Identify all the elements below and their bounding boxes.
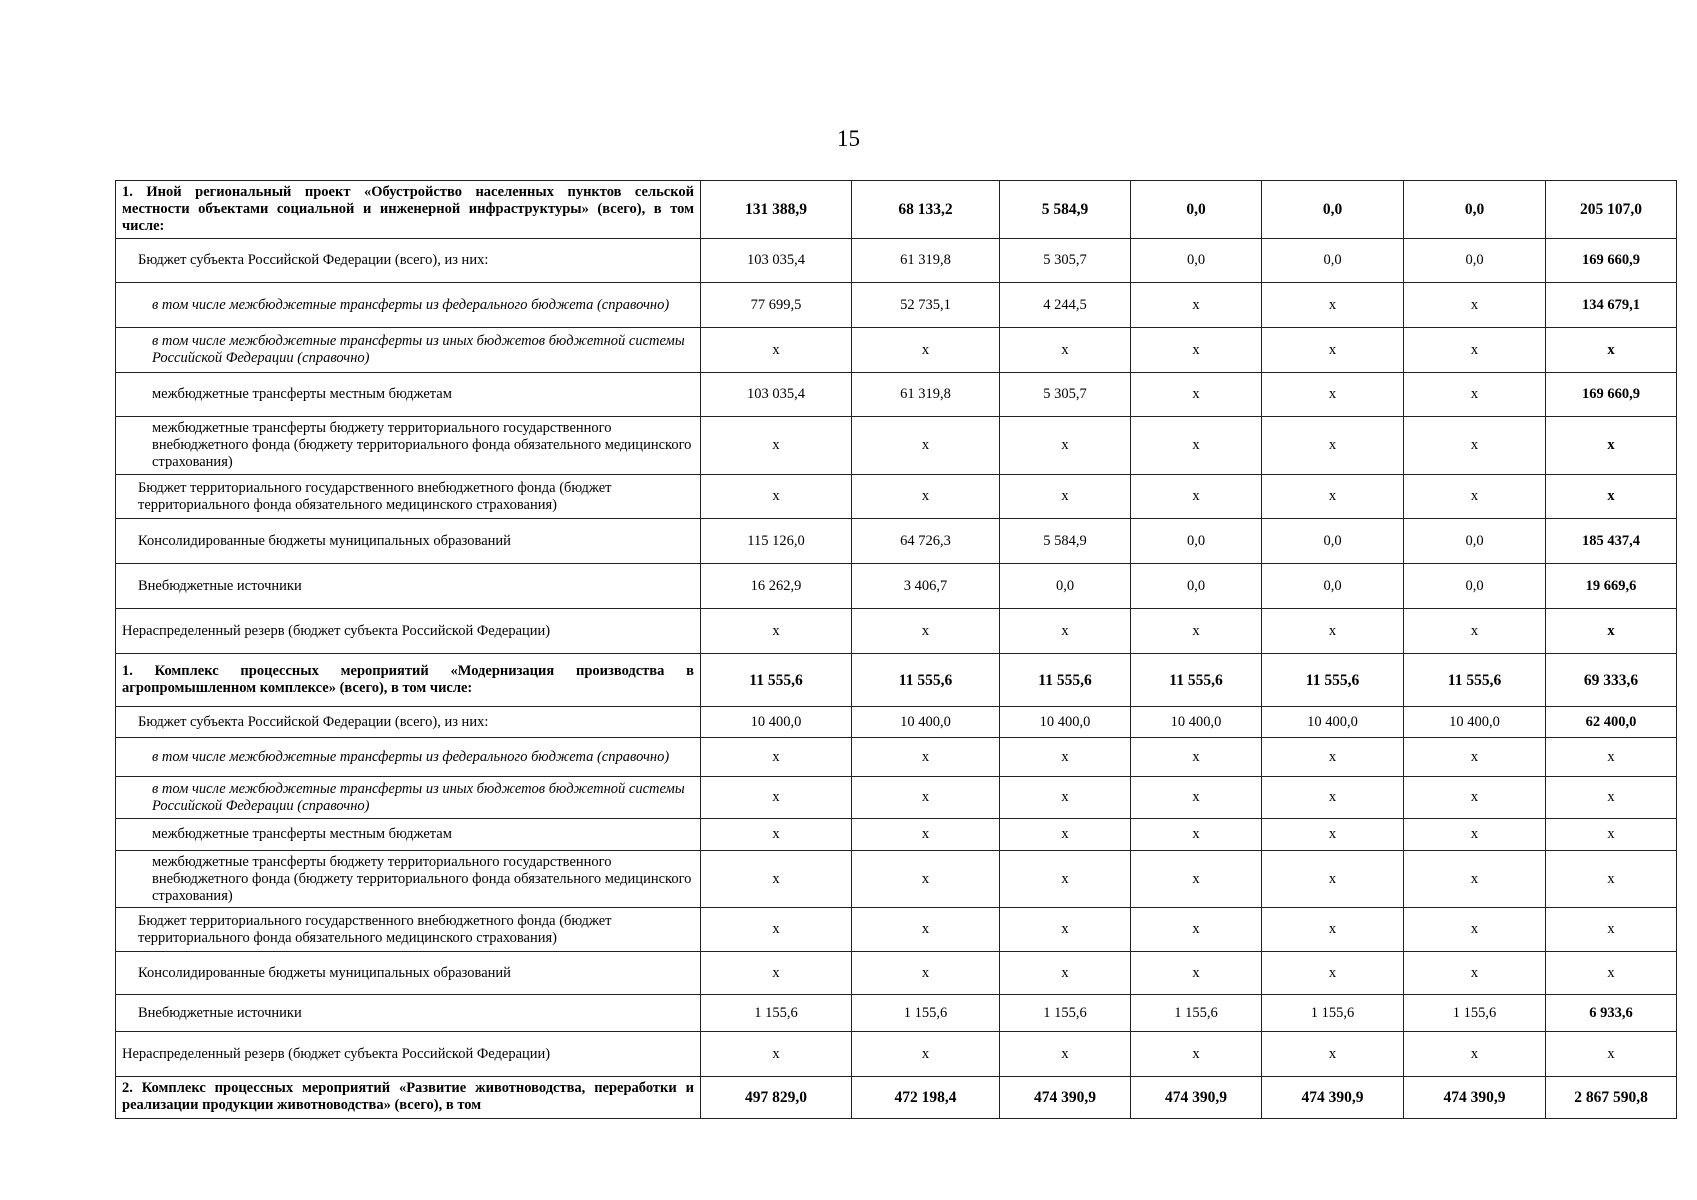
value-cell: x bbox=[701, 609, 852, 654]
value-cell: x bbox=[1404, 952, 1546, 995]
total-cell: 62 400,0 bbox=[1546, 707, 1677, 738]
value-cell: x bbox=[1404, 777, 1546, 819]
value-cell: x bbox=[852, 475, 1000, 519]
value-cell: x bbox=[1262, 738, 1404, 777]
value-cell: 0,0 bbox=[1131, 519, 1262, 564]
value-cell: x bbox=[852, 908, 1000, 952]
table-row bbox=[116, 851, 1677, 908]
value-cell: x bbox=[1404, 417, 1546, 475]
value-cell: 11 555,6 bbox=[701, 654, 852, 707]
total-cell: 169 660,9 bbox=[1546, 373, 1677, 417]
value-cell: 0,0 bbox=[1404, 181, 1546, 239]
table-row bbox=[116, 995, 1677, 1032]
total-cell: 6 933,6 bbox=[1546, 995, 1677, 1032]
value-cell: x bbox=[1262, 475, 1404, 519]
value-cell: 10 400,0 bbox=[1000, 707, 1131, 738]
value-cell: 0,0 bbox=[1404, 564, 1546, 609]
value-cell: x bbox=[1000, 328, 1131, 373]
value-cell: 11 555,6 bbox=[1000, 654, 1131, 707]
value-cell: x bbox=[1131, 283, 1262, 328]
row-label: 1. Иной региональный проект «Обустройство населенных пунктов сельской местности объектами социальной и инженерной инфраструктуры» (всего), в том числе: bbox=[116, 181, 701, 239]
row-label: 1. Комплекс процессных мероприятий «Модернизация производства в агропромышленном комплексе» (всего), в том числе: bbox=[116, 654, 701, 707]
value-cell: 16 262,9 bbox=[701, 564, 852, 609]
row-label: Консолидированные бюджеты муниципальных образований bbox=[116, 519, 701, 564]
value-cell: x bbox=[852, 738, 1000, 777]
value-cell: 1 155,6 bbox=[1262, 995, 1404, 1032]
value-cell: 5 584,9 bbox=[1000, 519, 1131, 564]
value-cell: x bbox=[1131, 1032, 1262, 1077]
value-cell: x bbox=[1000, 908, 1131, 952]
value-cell: x bbox=[1131, 609, 1262, 654]
total-cell: x bbox=[1546, 328, 1677, 373]
value-cell: x bbox=[1404, 373, 1546, 417]
value-cell: x bbox=[1404, 328, 1546, 373]
total-cell: x bbox=[1546, 908, 1677, 952]
value-cell: 11 555,6 bbox=[1262, 654, 1404, 707]
row-label: межбюджетные трансферты бюджету территориального государственного внебюджетного фонда (бюджету территориального фонда обязательного медицинского страхования) bbox=[116, 851, 701, 908]
value-cell: x bbox=[852, 609, 1000, 654]
value-cell: 1 155,6 bbox=[1404, 995, 1546, 1032]
value-cell: x bbox=[1404, 851, 1546, 908]
value-cell: x bbox=[1404, 609, 1546, 654]
value-cell: x bbox=[1262, 328, 1404, 373]
value-cell: x bbox=[1262, 373, 1404, 417]
page-number: 15 bbox=[837, 126, 860, 151]
total-cell: x bbox=[1546, 738, 1677, 777]
total-cell: x bbox=[1546, 777, 1677, 819]
table-row bbox=[116, 819, 1677, 851]
value-cell: x bbox=[701, 908, 852, 952]
value-cell: 61 319,8 bbox=[852, 239, 1000, 283]
row-label: в том числе межбюджетные трансферты из иных бюджетов бюджетной системы Российской Федерации (справочно) bbox=[116, 777, 701, 819]
total-cell: x bbox=[1546, 952, 1677, 995]
row-label: Бюджет субъекта Российской Федерации (всего), из них: bbox=[116, 707, 701, 738]
table-row bbox=[116, 519, 1677, 564]
table-row bbox=[116, 1032, 1677, 1077]
value-cell: 10 400,0 bbox=[1404, 707, 1546, 738]
row-label: в том числе межбюджетные трансферты из иных бюджетов бюджетной системы Российской Федерации (справочно) bbox=[116, 328, 701, 373]
row-label-text: 2. Комплекс процессных мероприятий «Развитие животноводства, переработки и реализации продукции животноводства» (всего), в том bbox=[122, 1080, 694, 1113]
row-label: Бюджет территориального государственного внебюджетного фонда (бюджет территориального фонда обязательного медицинского страхования) bbox=[116, 908, 701, 952]
value-cell: 0,0 bbox=[1262, 181, 1404, 239]
table-row bbox=[116, 1077, 1677, 1119]
row-label: межбюджетные трансферты местным бюджетам bbox=[116, 373, 701, 417]
value-cell: 68 133,2 bbox=[852, 181, 1000, 239]
value-cell: x bbox=[1000, 1032, 1131, 1077]
table-row bbox=[116, 417, 1677, 475]
value-cell: x bbox=[1000, 609, 1131, 654]
value-cell: 1 155,6 bbox=[852, 995, 1000, 1032]
table-row bbox=[116, 738, 1677, 777]
value-cell: 0,0 bbox=[1404, 519, 1546, 564]
value-cell: 0,0 bbox=[1404, 239, 1546, 283]
value-cell: 103 035,4 bbox=[701, 239, 852, 283]
total-cell: 185 437,4 bbox=[1546, 519, 1677, 564]
total-cell: x bbox=[1546, 1032, 1677, 1077]
value-cell: x bbox=[1262, 417, 1404, 475]
value-cell: x bbox=[701, 1032, 852, 1077]
value-cell: 0,0 bbox=[1262, 564, 1404, 609]
table-row bbox=[116, 475, 1677, 519]
value-cell: 103 035,4 bbox=[701, 373, 852, 417]
value-cell: 1 155,6 bbox=[1000, 995, 1131, 1032]
total-cell: 2 867 590,8 bbox=[1546, 1077, 1677, 1119]
row-label: межбюджетные трансферты бюджету территориального государственного внебюджетного фонда (бюджету территориального фонда обязательного медицинского страхования) bbox=[116, 417, 701, 475]
value-cell: 0,0 bbox=[1262, 239, 1404, 283]
value-cell: x bbox=[1131, 475, 1262, 519]
table-row bbox=[116, 908, 1677, 952]
value-cell: x bbox=[1000, 738, 1131, 777]
value-cell: 0,0 bbox=[1131, 564, 1262, 609]
value-cell: 3 406,7 bbox=[852, 564, 1000, 609]
table-row bbox=[116, 373, 1677, 417]
value-cell: 11 555,6 bbox=[1131, 654, 1262, 707]
row-label: Бюджет территориального государственного внебюджетного фонда (бюджет территориального фонда обязательного медицинского страхования) bbox=[116, 475, 701, 519]
total-cell: 69 333,6 bbox=[1546, 654, 1677, 707]
row-label bbox=[116, 1077, 701, 1119]
row-label: Нераспределенный резерв (бюджет субъекта Российской Федерации) bbox=[116, 609, 701, 654]
value-cell: x bbox=[1131, 952, 1262, 995]
value-cell: 131 388,9 bbox=[701, 181, 852, 239]
value-cell: x bbox=[1262, 819, 1404, 851]
value-cell: x bbox=[852, 777, 1000, 819]
value-cell: x bbox=[1131, 738, 1262, 777]
value-cell: x bbox=[1000, 417, 1131, 475]
value-cell: x bbox=[701, 819, 852, 851]
value-cell: x bbox=[1131, 328, 1262, 373]
value-cell: 0,0 bbox=[1000, 564, 1131, 609]
value-cell: x bbox=[701, 328, 852, 373]
value-cell: 10 400,0 bbox=[1262, 707, 1404, 738]
budget-table bbox=[115, 180, 1677, 1119]
total-cell: x bbox=[1546, 819, 1677, 851]
value-cell: x bbox=[1262, 283, 1404, 328]
total-cell: x bbox=[1546, 609, 1677, 654]
value-cell: x bbox=[1404, 908, 1546, 952]
value-cell: 1 155,6 bbox=[701, 995, 852, 1032]
value-cell: x bbox=[1404, 1032, 1546, 1077]
value-cell: x bbox=[1262, 908, 1404, 952]
value-cell: 5 305,7 bbox=[1000, 239, 1131, 283]
value-cell: x bbox=[701, 952, 852, 995]
table-row bbox=[116, 328, 1677, 373]
value-cell: x bbox=[1404, 738, 1546, 777]
value-cell: x bbox=[1000, 777, 1131, 819]
value-cell: x bbox=[852, 952, 1000, 995]
total-cell: 19 669,6 bbox=[1546, 564, 1677, 609]
table-row bbox=[116, 239, 1677, 283]
value-cell: 11 555,6 bbox=[852, 654, 1000, 707]
total-cell: 134 679,1 bbox=[1546, 283, 1677, 328]
value-cell: x bbox=[1404, 475, 1546, 519]
value-cell: x bbox=[1404, 819, 1546, 851]
value-cell: 115 126,0 bbox=[701, 519, 852, 564]
row-label: Нераспределенный резерв (бюджет субъекта Российской Федерации) bbox=[116, 1032, 701, 1077]
row-label: в том числе межбюджетные трансферты из федерального бюджета (справочно) bbox=[116, 738, 701, 777]
value-cell: 497 829,0 bbox=[701, 1077, 852, 1119]
value-cell: x bbox=[1404, 283, 1546, 328]
row-label: в том числе межбюджетные трансферты из федерального бюджета (справочно) bbox=[116, 283, 701, 328]
table-row bbox=[116, 707, 1677, 738]
table-row bbox=[116, 283, 1677, 328]
value-cell: 472 198,4 bbox=[852, 1077, 1000, 1119]
value-cell: x bbox=[1131, 851, 1262, 908]
value-cell: 10 400,0 bbox=[1131, 707, 1262, 738]
value-cell: 77 699,5 bbox=[701, 283, 852, 328]
value-cell: 0,0 bbox=[1131, 181, 1262, 239]
table-row bbox=[116, 952, 1677, 995]
value-cell: x bbox=[701, 777, 852, 819]
value-cell: x bbox=[1000, 851, 1131, 908]
value-cell: 10 400,0 bbox=[701, 707, 852, 738]
value-cell: 0,0 bbox=[1262, 519, 1404, 564]
value-cell: 4 244,5 bbox=[1000, 283, 1131, 328]
value-cell: x bbox=[1131, 417, 1262, 475]
value-cell: 1 155,6 bbox=[1131, 995, 1262, 1032]
value-cell: 474 390,9 bbox=[1404, 1077, 1546, 1119]
value-cell: x bbox=[1131, 819, 1262, 851]
value-cell: 474 390,9 bbox=[1262, 1077, 1404, 1119]
value-cell: x bbox=[1000, 952, 1131, 995]
total-cell: x bbox=[1546, 851, 1677, 908]
value-cell: x bbox=[852, 851, 1000, 908]
value-cell: x bbox=[1000, 819, 1131, 851]
total-cell: x bbox=[1546, 475, 1677, 519]
table-row bbox=[116, 654, 1677, 707]
value-cell: x bbox=[701, 851, 852, 908]
value-cell: 52 735,1 bbox=[852, 283, 1000, 328]
value-cell: x bbox=[1131, 908, 1262, 952]
value-cell: x bbox=[852, 328, 1000, 373]
row-label: Бюджет субъекта Российской Федерации (всего), из них: bbox=[116, 239, 701, 283]
value-cell: 11 555,6 bbox=[1404, 654, 1546, 707]
row-label: межбюджетные трансферты местным бюджетам bbox=[116, 819, 701, 851]
value-cell: 5 305,7 bbox=[1000, 373, 1131, 417]
value-cell: x bbox=[1262, 609, 1404, 654]
value-cell: x bbox=[701, 475, 852, 519]
value-cell: 5 584,9 bbox=[1000, 181, 1131, 239]
total-cell: x bbox=[1546, 417, 1677, 475]
value-cell: 10 400,0 bbox=[852, 707, 1000, 738]
table-row bbox=[116, 777, 1677, 819]
value-cell: x bbox=[852, 1032, 1000, 1077]
value-cell: 61 319,8 bbox=[852, 373, 1000, 417]
table-row bbox=[116, 609, 1677, 654]
row-label: Внебюджетные источники bbox=[116, 564, 701, 609]
value-cell: x bbox=[852, 417, 1000, 475]
value-cell: x bbox=[1000, 475, 1131, 519]
value-cell: x bbox=[1262, 952, 1404, 995]
value-cell: x bbox=[1262, 777, 1404, 819]
total-cell: 205 107,0 bbox=[1546, 181, 1677, 239]
value-cell: x bbox=[1131, 777, 1262, 819]
row-label: Внебюджетные источники bbox=[116, 995, 701, 1032]
total-cell: 169 660,9 bbox=[1546, 239, 1677, 283]
value-cell: x bbox=[1262, 1032, 1404, 1077]
value-cell: 64 726,3 bbox=[852, 519, 1000, 564]
table-row bbox=[116, 564, 1677, 609]
row-label: Консолидированные бюджеты муниципальных образований bbox=[116, 952, 701, 995]
value-cell: x bbox=[701, 417, 852, 475]
value-cell: x bbox=[1262, 851, 1404, 908]
value-cell: 474 390,9 bbox=[1131, 1077, 1262, 1119]
value-cell: x bbox=[852, 819, 1000, 851]
value-cell: 474 390,9 bbox=[1000, 1077, 1131, 1119]
value-cell: x bbox=[701, 738, 852, 777]
value-cell: 0,0 bbox=[1131, 239, 1262, 283]
value-cell: x bbox=[1131, 373, 1262, 417]
table-row bbox=[116, 181, 1677, 239]
